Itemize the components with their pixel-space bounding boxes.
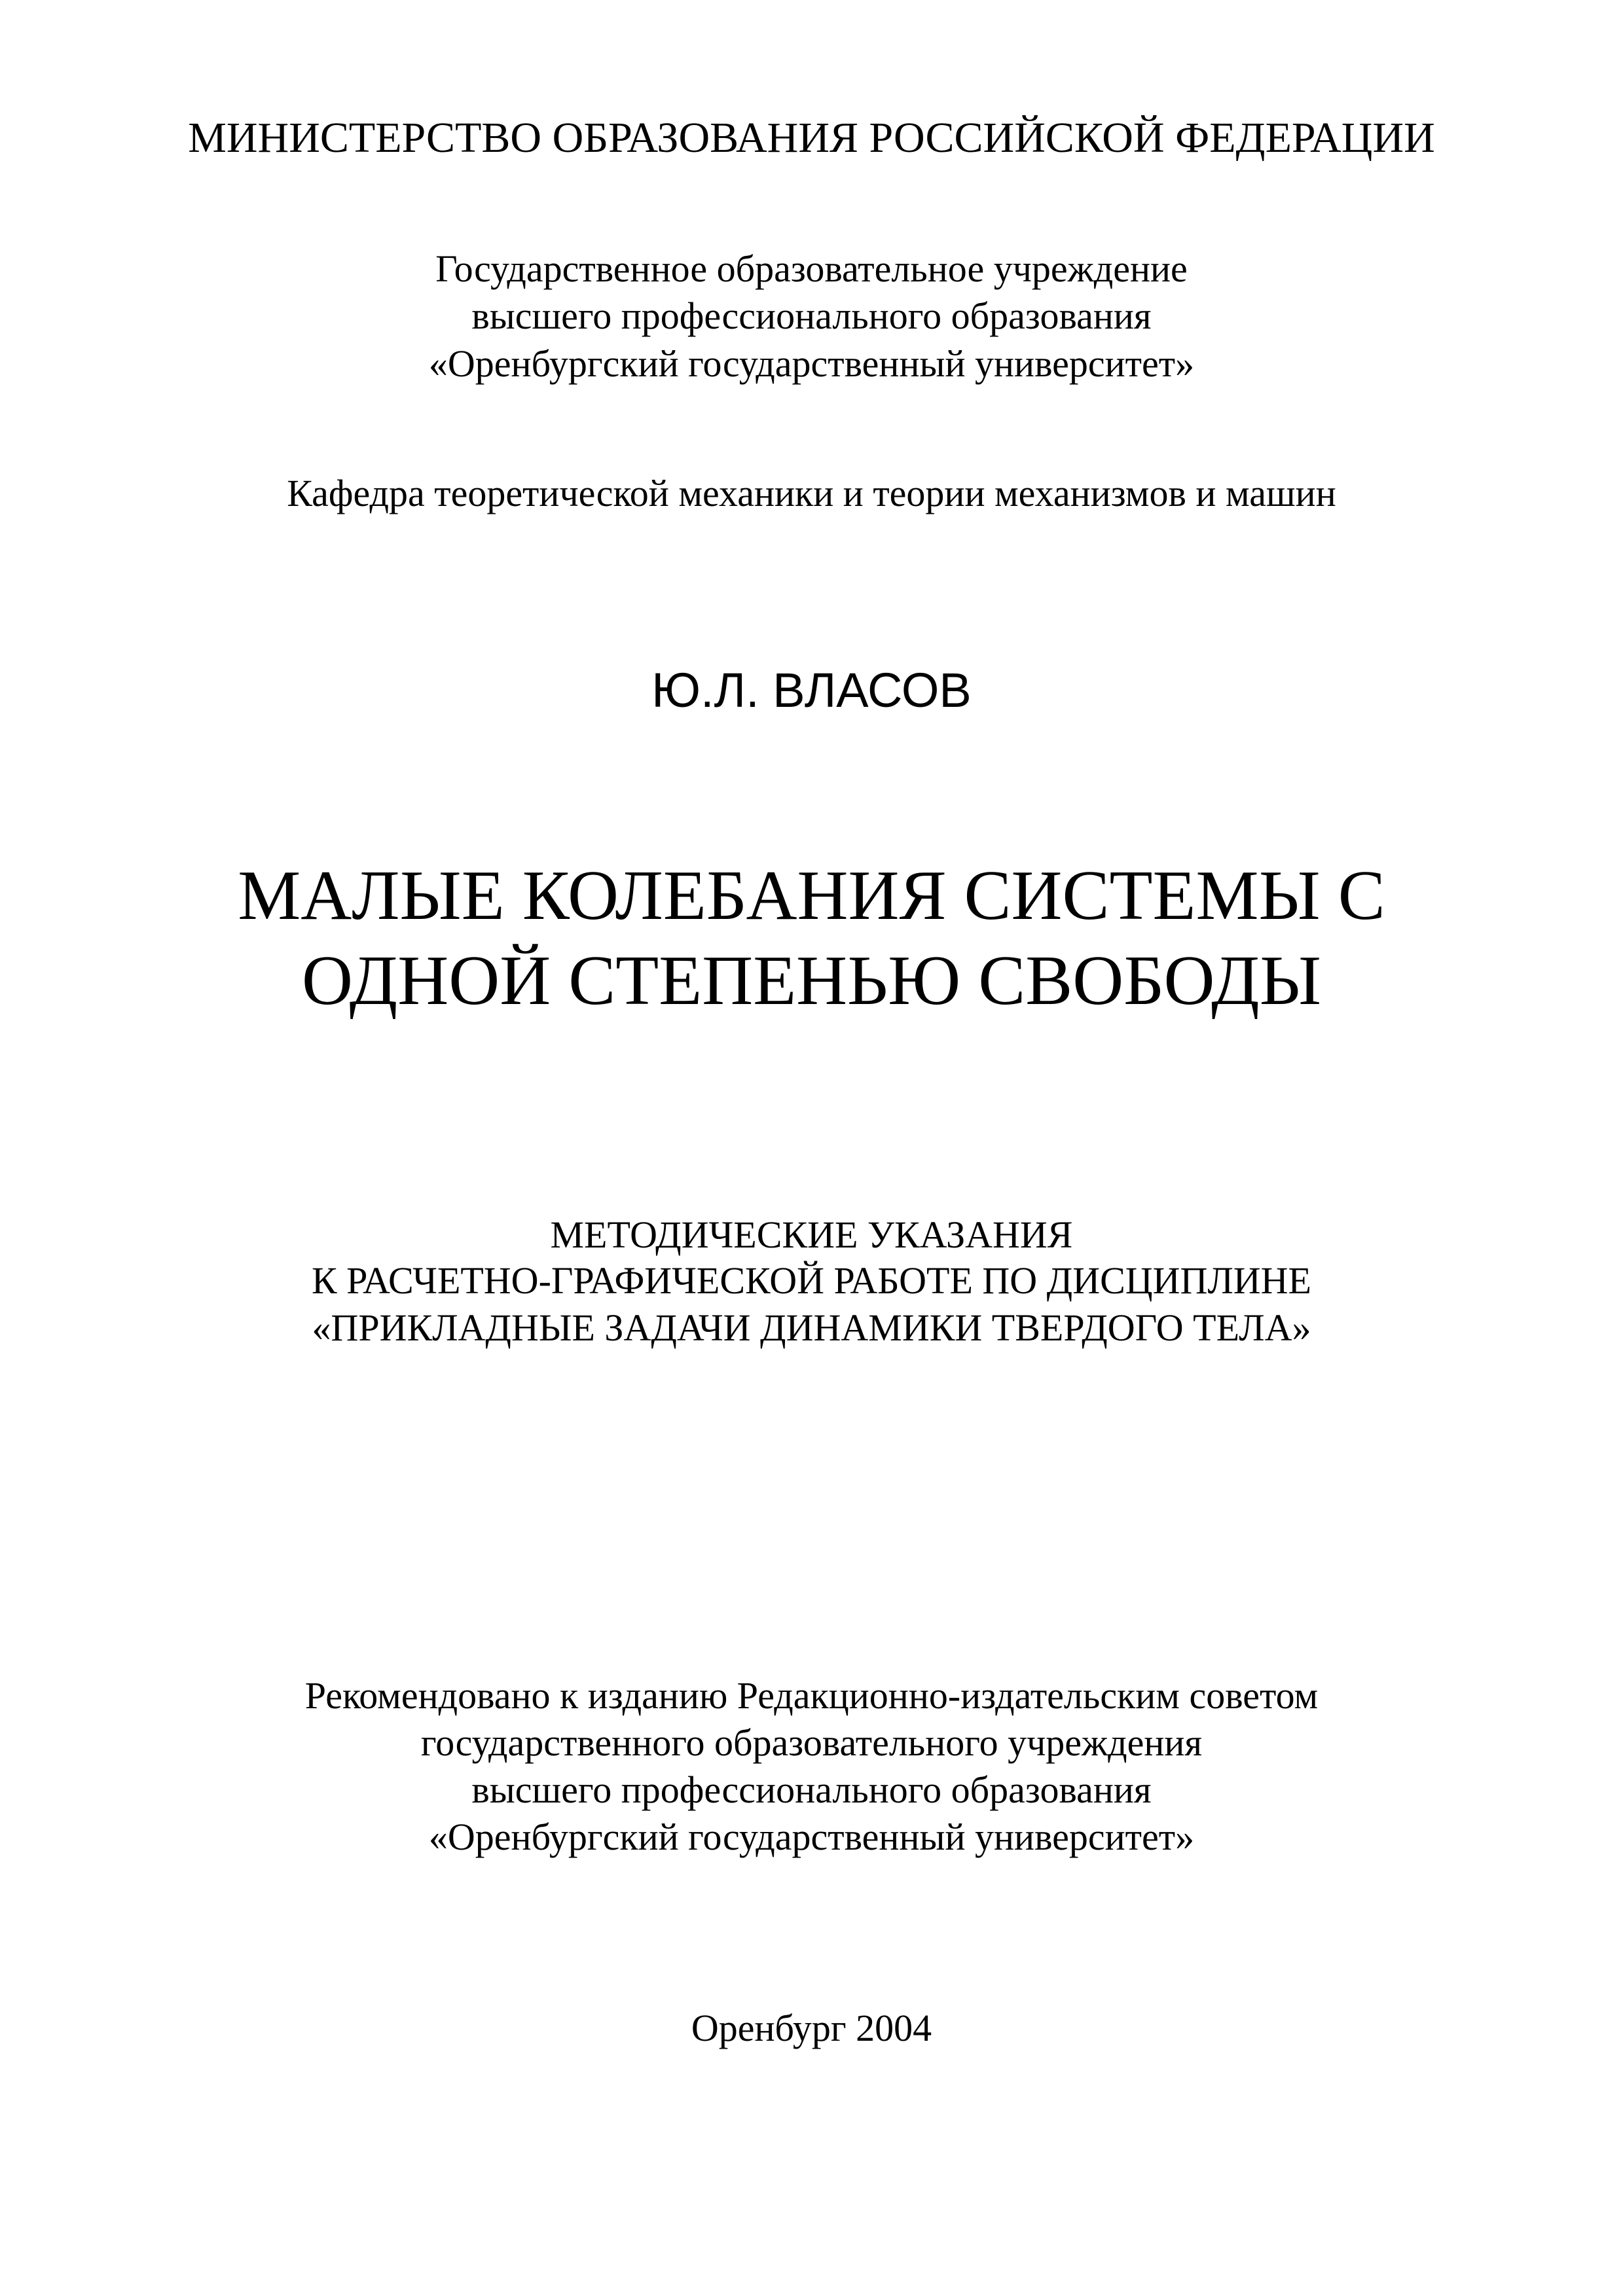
institution-line: «Оренбургский государственный университет»: [428, 342, 1195, 385]
subtitle-line: К РАСЧЕТНО-ГРАФИЧЕСКОЙ РАБОТЕ ПО ДИСЦИПЛИНЕ: [311, 1259, 1311, 1302]
ministry-heading: МИНИСТЕРСТВО ОБРАЗОВАНИЯ РОССИЙСКОЙ ФЕДЕРАЦИИ: [188, 114, 1435, 162]
recommendation-line: высшего профессионального образования: [471, 1768, 1152, 1811]
subtitle-line: «ПРИКЛАДНЫЕ ЗАДАЧИ ДИНАМИКИ ТВЕРДОГО ТЕЛА»: [312, 1306, 1311, 1349]
department-name: Кафедра теоретической механики и теории механизмов и машин: [287, 472, 1336, 514]
author-name: Ю.Л. ВЛАСОВ: [651, 663, 972, 717]
institution-line: Государственное образовательное учреждение: [435, 247, 1188, 290]
city-year: Оренбург 2004: [691, 2007, 932, 2049]
document-title-line: ОДНОЙ СТЕПЕНЬЮ СВОБОДЫ: [301, 942, 1322, 1020]
subtitle-line: МЕТОДИЧЕСКИЕ УКАЗАНИЯ: [550, 1213, 1073, 1256]
document-title-line: МАЛЫЕ КОЛЕБАНИЯ СИСТЕМЫ С: [238, 857, 1385, 935]
recommendation-line: государственного образовательного учреждения: [420, 1721, 1203, 1764]
recommendation-line: Рекомендовано к изданию Редакционно-издательским советом: [304, 1674, 1319, 1717]
recommendation-line: «Оренбургский государственный университет»: [428, 1816, 1195, 1858]
institution-line: высшего профессионального образования: [471, 295, 1152, 337]
